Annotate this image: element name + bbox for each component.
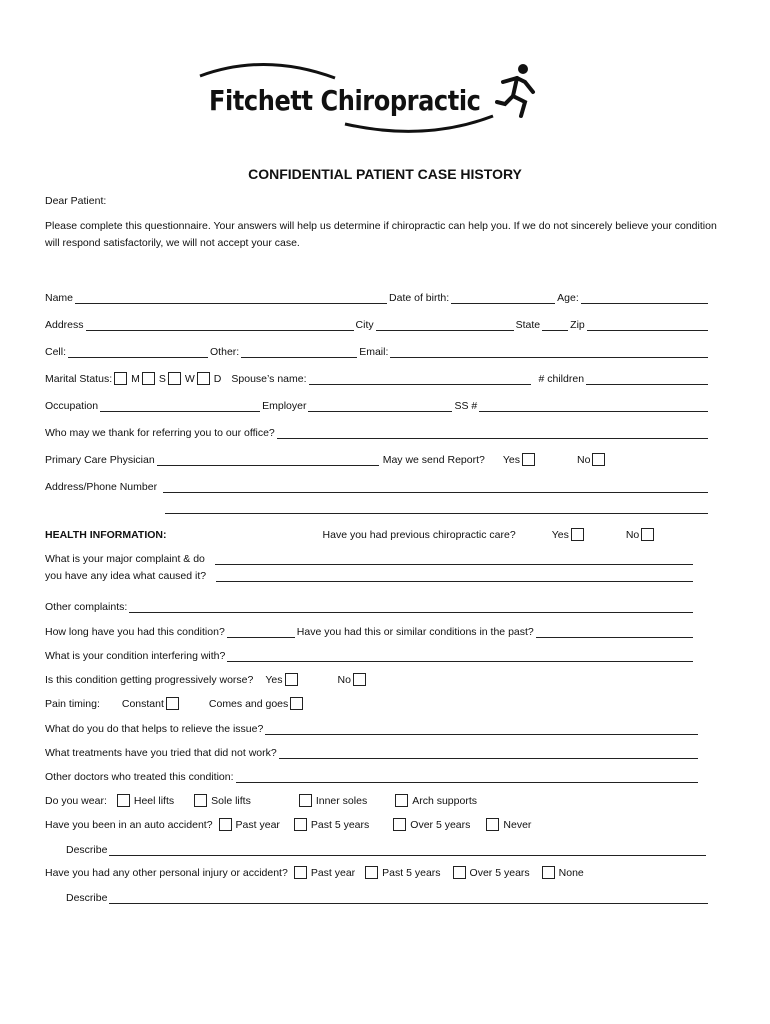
page-title: CONFIDENTIAL PATIENT CASE HISTORY bbox=[248, 166, 522, 182]
cell-field[interactable] bbox=[68, 346, 208, 358]
similar-conditions-field[interactable] bbox=[536, 626, 693, 638]
worse-row: Is this condition getting progressively worse? Yes No bbox=[45, 670, 710, 686]
auto-accident-row: Have you been in an auto accident? Past year Past 5 years Over 5 years Never bbox=[45, 819, 532, 831]
send-report-yes-checkbox[interactable] bbox=[522, 453, 535, 466]
children-field[interactable] bbox=[586, 373, 708, 385]
auto-never-checkbox[interactable] bbox=[486, 818, 499, 831]
constant-checkbox[interactable] bbox=[166, 697, 179, 710]
injury-past-year-checkbox[interactable] bbox=[294, 866, 307, 879]
pain-timing-row: Pain timing: Constant Comes and goes bbox=[45, 694, 710, 710]
intro-paragraph: Please complete this questionnaire. Your answers will help us determine if chiropractic can help you. If we do not sincerely believe your condition will respond satisfactorily, we will not accept your case. bbox=[45, 220, 717, 249]
auto-past-5-years-checkbox[interactable] bbox=[294, 818, 307, 831]
married-checkbox[interactable] bbox=[114, 372, 127, 385]
send-report-no-checkbox[interactable] bbox=[592, 453, 605, 466]
pcp-address-field-2[interactable] bbox=[165, 502, 708, 514]
interfering-row: What is your condition interfering with? bbox=[45, 646, 695, 662]
widowed-checkbox[interactable] bbox=[168, 372, 181, 385]
marital-row: Marital Status: M S W D Spouse’s name: # children bbox=[45, 369, 710, 385]
prev-care-yes-checkbox[interactable] bbox=[571, 528, 584, 541]
city-field[interactable] bbox=[376, 319, 514, 331]
other-complaints-row: Other complaints: bbox=[45, 597, 695, 613]
age-field[interactable] bbox=[581, 292, 708, 304]
treatments-row: What treatments have you tried that did not work? bbox=[45, 743, 700, 759]
pcp-row: Primary Care Physician May we send Report? Yes No bbox=[45, 450, 710, 466]
divorced-checkbox[interactable] bbox=[197, 372, 210, 385]
email-field[interactable] bbox=[390, 346, 708, 358]
worse-no-checkbox[interactable] bbox=[353, 673, 366, 686]
relieve-row: What do you do that helps to relieve the issue? bbox=[45, 719, 700, 735]
occupation-row: Occupation Employer SS # bbox=[45, 396, 710, 412]
address-row: Address City State Zip bbox=[45, 315, 710, 331]
inner-soles-checkbox[interactable] bbox=[299, 794, 312, 807]
injury-describe-row: Describe bbox=[66, 888, 710, 904]
name-row: Name Date of birth: Age: bbox=[45, 288, 710, 304]
other-phone-field[interactable] bbox=[241, 346, 357, 358]
sole-lifts-checkbox[interactable] bbox=[194, 794, 207, 807]
logo-swoosh-icon bbox=[195, 58, 505, 148]
complaint-row-1: What is your major complaint & do bbox=[45, 549, 695, 565]
ss-field[interactable] bbox=[479, 400, 708, 412]
comes-and-goes-checkbox[interactable] bbox=[290, 697, 303, 710]
auto-describe-row: Describe bbox=[66, 840, 708, 856]
dob-field[interactable] bbox=[451, 292, 555, 304]
relieve-field[interactable] bbox=[265, 723, 698, 735]
contact-row: Cell: Other: Email: bbox=[45, 342, 710, 358]
health-heading: HEALTH INFORMATION: bbox=[45, 529, 167, 541]
injury-row: Have you had any other personal injury or accident? Past year Past 5 years Over 5 years None bbox=[45, 867, 584, 879]
treatments-field[interactable] bbox=[279, 747, 698, 759]
complaint-field-2[interactable] bbox=[216, 570, 693, 582]
injury-none-checkbox[interactable] bbox=[542, 866, 555, 879]
runner-icon bbox=[495, 62, 539, 122]
injury-past-5-years-checkbox[interactable] bbox=[365, 866, 378, 879]
employer-field[interactable] bbox=[308, 400, 452, 412]
single-checkbox[interactable] bbox=[142, 372, 155, 385]
health-header-row: HEALTH INFORMATION: Have you had previous chiropractic care? Yes No bbox=[45, 525, 710, 541]
injury-over-5-years-checkbox[interactable] bbox=[453, 866, 466, 879]
pcp-field[interactable] bbox=[157, 454, 379, 466]
other-doctors-row: Other doctors who treated this condition: bbox=[45, 767, 700, 783]
how-long-field[interactable] bbox=[227, 626, 295, 638]
referral-row: Who may we thank for referring you to our office? bbox=[45, 423, 710, 439]
injury-describe-field[interactable] bbox=[109, 892, 708, 904]
wear-row: Do you wear: Heel lifts Sole lifts Inner soles Arch supports bbox=[45, 795, 477, 807]
address-field[interactable] bbox=[86, 319, 354, 331]
pcp-address-row-2 bbox=[163, 498, 710, 514]
complaint-field-1[interactable] bbox=[215, 553, 693, 565]
pcp-address-row: Address/Phone Number bbox=[45, 477, 710, 493]
referral-field[interactable] bbox=[277, 427, 708, 439]
how-long-row: How long have you had this condition? Have you had this or similar conditions in the past? bbox=[45, 622, 695, 638]
state-field[interactable] bbox=[542, 319, 568, 331]
greeting: Dear Patient: bbox=[45, 195, 107, 207]
practice-logo bbox=[195, 58, 555, 148]
complaint-row-2: you have any idea what caused it? bbox=[45, 566, 695, 582]
worse-yes-checkbox[interactable] bbox=[285, 673, 298, 686]
auto-past-year-checkbox[interactable] bbox=[219, 818, 232, 831]
auto-describe-field[interactable] bbox=[109, 844, 706, 856]
interfering-field[interactable] bbox=[227, 650, 693, 662]
auto-over-5-years-checkbox[interactable] bbox=[393, 818, 406, 831]
other-complaints-field[interactable] bbox=[129, 601, 693, 613]
spouse-name-field[interactable] bbox=[309, 373, 531, 385]
heel-lifts-checkbox[interactable] bbox=[117, 794, 130, 807]
prev-care-no-checkbox[interactable] bbox=[641, 528, 654, 541]
other-doctors-field[interactable] bbox=[236, 771, 698, 783]
pcp-address-field[interactable] bbox=[163, 481, 708, 493]
zip-field[interactable] bbox=[587, 319, 708, 331]
logo-text: Fitchett Chiropractic bbox=[209, 84, 481, 117]
name-field[interactable] bbox=[75, 292, 387, 304]
occupation-field[interactable] bbox=[100, 400, 260, 412]
arch-supports-checkbox[interactable] bbox=[395, 794, 408, 807]
